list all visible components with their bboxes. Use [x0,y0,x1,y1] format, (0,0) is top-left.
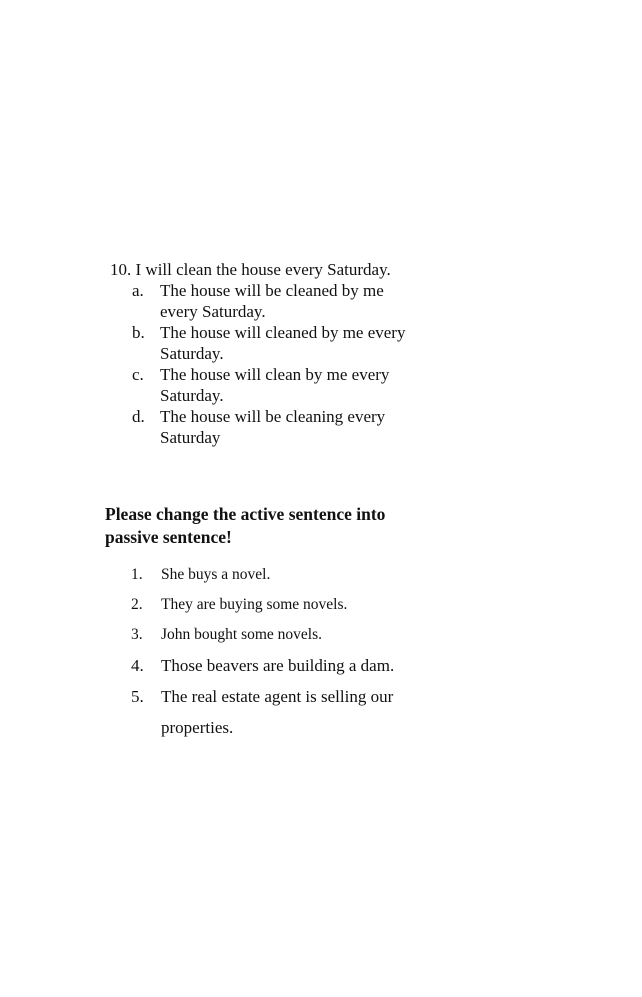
exercise-item-5 [131,681,431,743]
option-text: The house will be cleaned by me every Saturday. [160,281,384,321]
exercise-number: 2. [131,596,143,613]
exercise-item-1 [131,560,431,590]
option-a [132,280,430,322]
exercise-text: Those beavers are building a dam. [161,656,395,675]
option-letter: c. [132,365,144,384]
question-10 [110,259,430,448]
answer-options [110,280,430,448]
option-d [132,406,430,448]
exercise-text: They are buying some novels. [161,596,348,613]
option-text: The house will be cleaning every Saturday [160,407,386,447]
exercise-text: The real estate agent is selling our properties. [161,687,394,737]
option-letter: b. [132,323,145,342]
exercise-number: 1. [131,566,143,583]
option-text: The house will clean by me every Saturday. [160,365,390,405]
question-stem: 10. I will clean the house every Saturday. [110,260,391,279]
exercise-text: John bought some novels. [161,626,323,643]
exercise-item-2 [131,590,431,620]
exercise-number: 5. [131,687,144,706]
option-text: The house will cleaned by me every Saturday. [160,323,406,363]
exercise-text: She buys a novel. [161,566,271,583]
exercise-item-3 [131,620,431,650]
exercise-number: 4. [131,656,144,675]
exercise-item-4 [131,650,431,681]
exercise-list [131,560,431,743]
section-instruction: Please change the active sentence into passive sentence! [105,504,386,547]
option-b [132,322,430,364]
exercise-number: 3. [131,626,143,643]
option-letter: d. [132,407,145,426]
option-letter: a. [132,281,144,300]
option-c [132,364,430,406]
